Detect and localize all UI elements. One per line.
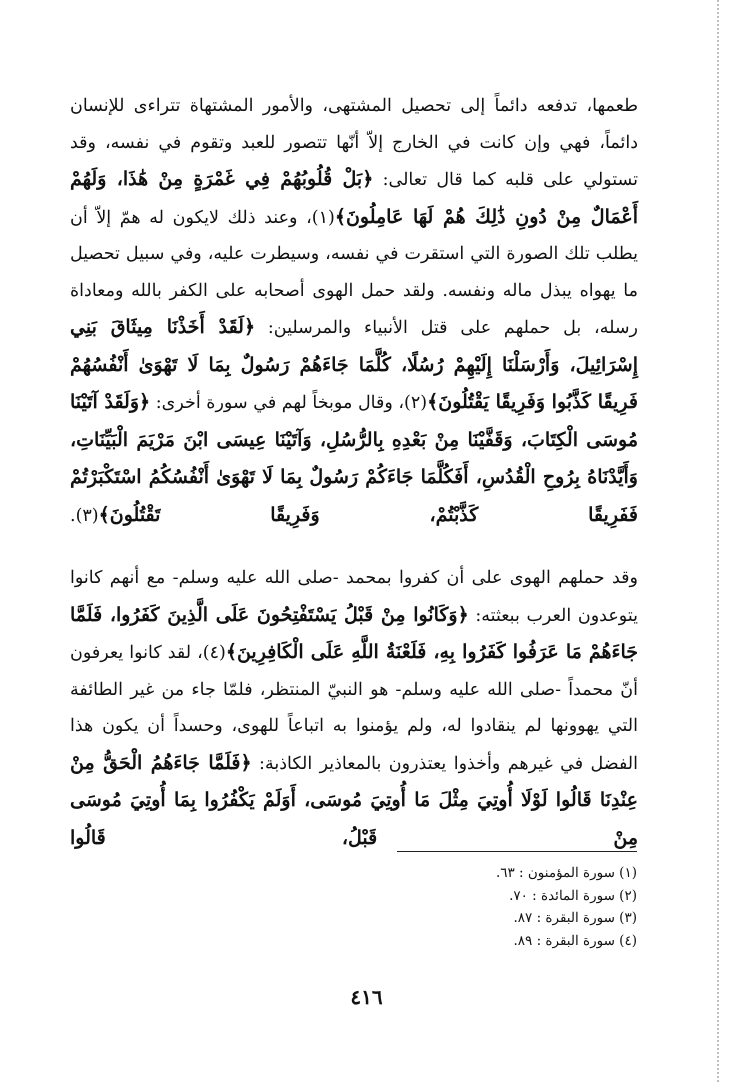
page-number: ٤١٦ <box>350 985 383 1009</box>
paragraph-1-text-d: (٣). <box>70 505 99 526</box>
paragraph-2-text-a: وقد حملهم الهوى على أن كفروا بمحمد -صلى الله عليه وسلم- مع أنهم كانوا يتوعدون العرب ببعثته: <box>70 568 638 626</box>
main-text <box>70 88 638 857</box>
footnote-1: (١) سورة المؤمنون : ٦٣. <box>495 865 637 881</box>
paragraph-gap <box>70 534 638 560</box>
footnote-separator <box>397 851 637 852</box>
quran-verse-5: ﴿فَلَمَّا جَاءَهُمُ الْحَقُّ مِنْ عِنْدِنَا قَالُوا لَوْلَا أُوتِيَ مِثْلَ مَا أُوتِيَ مُوسَى، أَوَلَمْ يَكْفُرُوا بِمَا أُوتِيَ مُوسَى مِنْ قَبْلُ، قَالُوا <box>70 751 638 849</box>
footnotes <box>377 862 637 952</box>
footnote-4: (٤) سورة البقرة : ٨٩. <box>513 932 637 949</box>
footnote-2: (٢) سورة المائدة : ٧٠. <box>509 887 637 904</box>
page-edge-dotted-line <box>717 0 719 1082</box>
quran-verse-2: ﴿لَقَدْ أَخَذْنَا مِيثَاقَ بَنِي إِسْرَائِيلَ، وَأَرْسَلْنَا إِلَيْهِمْ رُسُلًا، كُلَّمَا جَاءَهُمْ رَسُولٌ بِمَا لَا تَهْوَىٰ أَنْفُسُهُمْ فَرِيقًا كَذَّبُوا وَفَرِيقًا يَقْتُلُونَ﴾ <box>70 316 638 413</box>
paragraph-1-text-c: (٢)، وقال موبخاً لهم في سورة أخرى: <box>150 393 428 413</box>
quran-verse-3: ﴿وَلَقَدْ آتَيْنَا مُوسَى الْكِتَابَ، وَقَفَّيْنَا مِنْ بَعْدِهِ بِالرُّسُلِ، وَآتَيْنَا عِيسَى ابْنَ مَرْيَمَ الْبَيِّنَاتِ، وَأَيَّدْنَاهُ بِرُوحِ الْقُدُسِ، أَفَكُلَّمَا جَاءَكُمْ رَسُولٌ بِمَا لَا تَهْوَىٰ أَنْفُسُكُمُ اسْتَكْبَرْتُمْ فَفَرِيقًا كَذَّبْتُمْ، وَفَرِيقًا تَقْتُلُونَ﴾ <box>70 391 638 526</box>
footnote-3: (٣) سورة البقرة : ٨٧. <box>513 910 637 926</box>
quran-verse-1: ﴿بَلْ قُلُوبُهُمْ فِي غَمْرَةٍ مِنْ هَٰذَا، وَلَهُمْ أَعْمَالٌ مِنْ دُونِ ذَٰلِكَ هُمْ لَهَا عَامِلُونَ﴾ <box>70 168 638 228</box>
paragraph-1-text-a: طعمها، تدفعه دائماً إلى تحصيل المشتهى، والأمور المشتهاة تتراءى للإنسان دائماً، فهي وإن كانت في الخارج إلاّ أنّها تتصور للعبد وتقوم في نفسه، وقد تستولي على قلبه كما قال تعالى: <box>70 96 638 190</box>
paragraph-1 <box>70 88 638 534</box>
paragraph-1-text-b: (١)، وعند ذلك لايكون له همّ إلاّ أن يطلب تلك الصورة التي استقرت في نفسه، وسيطرت عليه، وفي سبيل تحصيل ما يهواه يبذل ماله ونفسه. ولقد حمل الهوى أصحابه على الكفر بالله ومعاداة رسله، بل حملهم على قتل الأنبياء والمرسلين: <box>70 207 638 338</box>
quran-verse-4: ﴿وَكَانُوا مِنْ قَبْلُ يَسْتَفْتِحُونَ عَلَى الَّذِينَ كَفَرُوا، فَلَمَّا جَاءَهُمْ مَا عَرَفُوا كَفَرُوا بِهِ، فَلَعْنَةُ اللَّهِ عَلَى الْكَافِرِينَ﴾ <box>70 603 639 663</box>
paragraph-2 <box>70 560 638 857</box>
paragraph-2-text-b: (٤)، لقد كانوا يعرفون أنّ محمداً -صلى الله عليه وسلم- هو النبيّ المنتظر، فلمّا جاء من غير الطائفة التي يهوونها لم ينقادوا له، ولم يؤمنوا به اتباعاً للهوى، وحسداً أن يكون هذا الفضل في غيرهم وأخذوا يعتذرون بالمعاذير الكاذبة: <box>70 643 638 774</box>
